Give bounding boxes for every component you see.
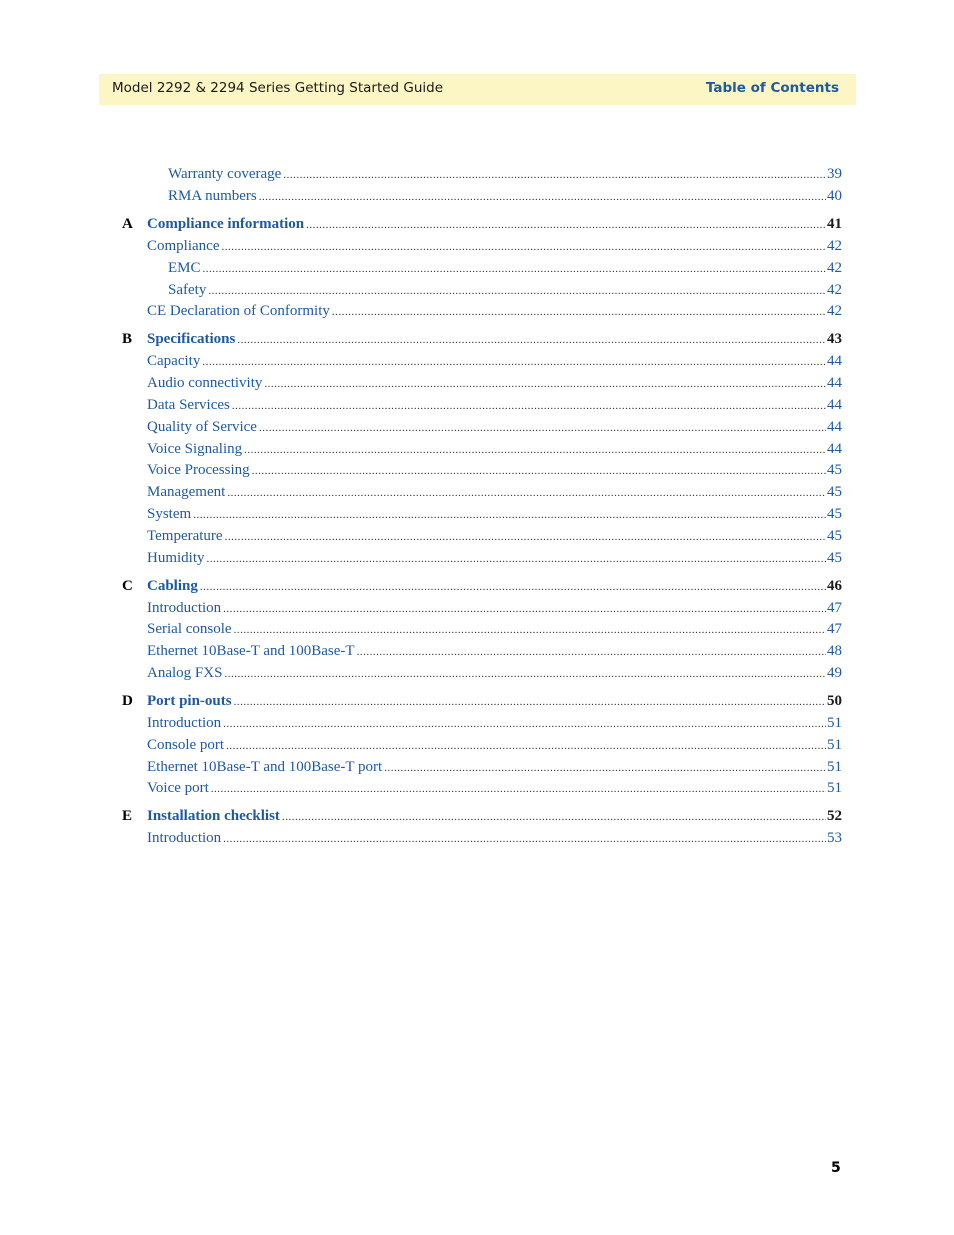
toc-entry-page[interactable]: 39: [827, 166, 842, 182]
toc-leader-dots: [306, 215, 826, 235]
toc-entry-title[interactable]: Introduction: [147, 715, 222, 731]
toc-leader-dots: [264, 374, 826, 394]
toc-entry-page[interactable]: 50: [827, 693, 842, 709]
toc-entry-title[interactable]: Humidity: [147, 550, 205, 566]
toc-entry-link[interactable]: [147, 691, 842, 712]
toc-leader-dots: [384, 758, 826, 778]
toc-entry-page[interactable]: 49: [827, 665, 842, 681]
toc-entry-link[interactable]: [147, 301, 842, 322]
toc-entry[interactable]: [0, 504, 954, 524]
toc-entry-page[interactable]: 44: [827, 375, 842, 391]
toc-entry-title[interactable]: Capacity: [147, 353, 201, 369]
toc-leader-dots: [252, 461, 826, 481]
toc-entry-link[interactable]: [168, 258, 842, 279]
toc-entry-title[interactable]: Cabling: [147, 578, 198, 594]
toc-chapter-letter: B: [122, 331, 133, 347]
toc-entry-page[interactable]: 42: [827, 303, 842, 319]
toc-entry-link[interactable]: [147, 757, 842, 778]
toc-entry[interactable]: [0, 301, 954, 321]
toc-entry-page[interactable]: 52: [827, 808, 842, 824]
toc-entry-page[interactable]: 45: [827, 528, 842, 544]
toc-chapter-entry[interactable]: [0, 576, 954, 596]
toc-chapter-letter: D: [122, 693, 133, 709]
toc-entry[interactable]: [0, 778, 954, 798]
toc-entry-title[interactable]: Ethernet 10Base-T and 100Base-T: [147, 643, 355, 659]
toc-leader-dots: [259, 418, 826, 438]
toc-entry-page[interactable]: 44: [827, 397, 842, 413]
toc-entry-page[interactable]: 44: [827, 419, 842, 435]
toc-entry-title[interactable]: RMA numbers: [168, 188, 257, 204]
toc-entry-link[interactable]: [147, 641, 842, 662]
toc-entry-title[interactable]: Management: [147, 484, 226, 500]
toc-entry-title[interactable]: Temperature: [147, 528, 223, 544]
toc-chapter-entry[interactable]: [0, 214, 954, 234]
toc-entry-page[interactable]: 44: [827, 353, 842, 369]
toc-entry-page[interactable]: 48: [827, 643, 842, 659]
toc-entry-page[interactable]: 44: [827, 441, 842, 457]
toc-leader-dots: [244, 440, 826, 460]
toc-entry-link[interactable]: [147, 395, 842, 416]
toc-entry-title[interactable]: Installation checklist: [147, 808, 280, 824]
toc-entry-link[interactable]: [147, 417, 842, 438]
toc-entry-page[interactable]: 40: [827, 188, 842, 204]
toc-entry[interactable]: [0, 186, 954, 206]
toc-entry-title[interactable]: EMC: [168, 260, 201, 276]
toc-entry[interactable]: [0, 713, 954, 733]
toc-leader-dots: [225, 527, 826, 547]
toc-entry-link[interactable]: [147, 548, 842, 569]
toc-leader-dots: [224, 664, 826, 684]
toc-entry-page[interactable]: 41: [827, 216, 842, 232]
toc-entry-link[interactable]: [168, 164, 842, 185]
toc-entry[interactable]: [0, 351, 954, 371]
toc-entry-page[interactable]: 47: [827, 600, 842, 616]
toc-leader-dots: [223, 714, 826, 734]
toc-entry[interactable]: [0, 757, 954, 777]
toc-entry-page[interactable]: 45: [827, 484, 842, 500]
toc-entry-link[interactable]: [147, 460, 842, 481]
toc-entry[interactable]: [0, 482, 954, 502]
toc-entry-page[interactable]: 51: [827, 715, 842, 731]
toc-entry-page[interactable]: 45: [827, 462, 842, 478]
toc-leader-dots: [203, 259, 826, 279]
toc-entry-title[interactable]: CE Declaration of Conformity: [147, 303, 330, 319]
toc-entry-title[interactable]: Console port: [147, 737, 225, 753]
toc-leader-dots: [202, 352, 826, 372]
toc-entry-link[interactable]: [168, 280, 842, 301]
toc-leader-dots: [232, 396, 826, 416]
toc-entry-page[interactable]: 42: [827, 238, 842, 254]
toc-entry-link[interactable]: [147, 214, 842, 235]
toc-entry-title[interactable]: Compliance information: [147, 216, 305, 232]
toc-entry-title[interactable]: Warranty coverage: [168, 166, 282, 182]
toc-entry-title[interactable]: Specifications: [147, 331, 236, 347]
toc-entry[interactable]: [0, 641, 954, 661]
toc-entry-link[interactable]: [147, 236, 842, 257]
toc-entry[interactable]: [0, 164, 954, 184]
toc-chapter-letter: E: [122, 808, 133, 824]
toc-leader-dots: [357, 642, 826, 662]
toc-entry[interactable]: [0, 526, 954, 546]
toc-entry-link[interactable]: [147, 713, 842, 734]
toc-entry-link[interactable]: [147, 735, 842, 756]
toc-entry-link[interactable]: [147, 576, 842, 597]
toc-entry-title[interactable]: Analog FXS: [147, 665, 223, 681]
toc-leader-dots: [221, 237, 826, 257]
toc-leader-dots: [332, 302, 826, 322]
toc-entry-link[interactable]: [147, 482, 842, 503]
toc-entry[interactable]: [0, 280, 954, 300]
toc-entry-link[interactable]: [147, 598, 842, 619]
toc-entry-link[interactable]: [147, 439, 842, 460]
toc-leader-dots: [234, 620, 826, 640]
toc-entry-page[interactable]: 43: [827, 331, 842, 347]
toc-entry-page[interactable]: 47: [827, 621, 842, 637]
toc-entry-title[interactable]: Ethernet 10Base-T and 100Base-T port: [147, 759, 383, 775]
toc-entry-link[interactable]: [147, 329, 842, 350]
toc-leader-dots: [223, 829, 826, 849]
toc-entry-title[interactable]: Compliance: [147, 238, 220, 254]
toc-entry-page[interactable]: 42: [827, 260, 842, 276]
toc-leader-dots: [200, 577, 826, 597]
toc-entry[interactable]: [0, 258, 954, 278]
toc-entry-page[interactable]: 51: [827, 759, 842, 775]
toc-entry-title[interactable]: Audio connectivity: [147, 375, 263, 391]
toc-entry-link[interactable]: [147, 351, 842, 372]
toc-entry-link[interactable]: [147, 778, 842, 799]
toc-entry[interactable]: [0, 417, 954, 437]
toc-entry[interactable]: [0, 236, 954, 256]
toc-chapter-entry[interactable]: [0, 806, 954, 826]
toc-leader-dots: [223, 599, 826, 619]
toc-chapter-entry[interactable]: [0, 691, 954, 711]
toc-entry-title[interactable]: Voice Processing: [147, 462, 250, 478]
toc-entry[interactable]: [0, 439, 954, 459]
toc-leader-dots: [259, 187, 826, 207]
toc-entry-title[interactable]: Data Services: [147, 397, 230, 413]
toc-leader-dots: [227, 483, 826, 503]
toc-leader-dots: [283, 165, 826, 185]
toc-entry[interactable]: [0, 735, 954, 755]
toc-leader-dots: [237, 330, 826, 350]
toc-entry-page[interactable]: 42: [827, 282, 842, 298]
section-title[interactable]: Table of Contents: [705, 80, 839, 96]
toc-entry-page[interactable]: 45: [827, 506, 842, 522]
toc-entry[interactable]: [0, 619, 954, 639]
toc-entry[interactable]: [0, 373, 954, 393]
toc-leader-dots: [282, 807, 826, 827]
toc-entry-title[interactable]: Serial console: [147, 621, 232, 637]
toc-leader-dots: [211, 779, 826, 799]
toc-entry-title[interactable]: Port pin-outs: [147, 693, 232, 709]
toc-entry-title[interactable]: Safety: [168, 282, 207, 298]
toc-entry-link[interactable]: [147, 663, 842, 684]
toc-chapter-letter: C: [122, 578, 133, 594]
toc-entry-title[interactable]: Voice Signaling: [147, 441, 243, 457]
toc-entry-link[interactable]: [168, 186, 842, 207]
toc-leader-dots: [208, 281, 826, 301]
toc-entry[interactable]: [0, 395, 954, 415]
toc-entry-link[interactable]: [147, 373, 842, 394]
toc-entry-title[interactable]: Introduction: [147, 830, 222, 846]
toc-entry[interactable]: [0, 548, 954, 568]
toc-leader-dots: [226, 736, 826, 756]
toc-entry-title[interactable]: System: [147, 506, 192, 522]
toc-leader-dots: [207, 549, 826, 569]
toc-entry-page[interactable]: 53: [827, 830, 842, 846]
toc-leader-dots: [193, 505, 826, 525]
toc-entry-link[interactable]: [147, 619, 842, 640]
toc-entry-link[interactable]: [147, 806, 842, 827]
toc-entry[interactable]: [0, 663, 954, 683]
toc-entry-page[interactable]: 51: [827, 737, 842, 753]
toc-entry-title[interactable]: Introduction: [147, 600, 222, 616]
toc-entry-title[interactable]: Quality of Service: [147, 419, 257, 435]
toc-entry-link[interactable]: [147, 504, 842, 525]
toc-entry-title[interactable]: Voice port: [147, 780, 209, 796]
toc-entry-page[interactable]: 45: [827, 550, 842, 566]
toc-entry[interactable]: [0, 598, 954, 618]
page-number: 5: [831, 1160, 841, 1176]
toc-entry-page[interactable]: 51: [827, 780, 842, 796]
toc-entry-link[interactable]: [147, 828, 842, 849]
toc-entry[interactable]: [0, 460, 954, 480]
toc-leader-dots: [234, 692, 826, 712]
toc-entry-link[interactable]: [147, 526, 842, 547]
toc-entry-page[interactable]: 46: [827, 578, 842, 594]
toc-chapter-letter: A: [122, 216, 133, 232]
toc-chapter-entry[interactable]: [0, 329, 954, 349]
document-title: Model 2292 & 2294 Series Getting Started Guide: [112, 80, 444, 96]
toc-entry[interactable]: [0, 828, 954, 848]
running-header: [99, 74, 856, 105]
